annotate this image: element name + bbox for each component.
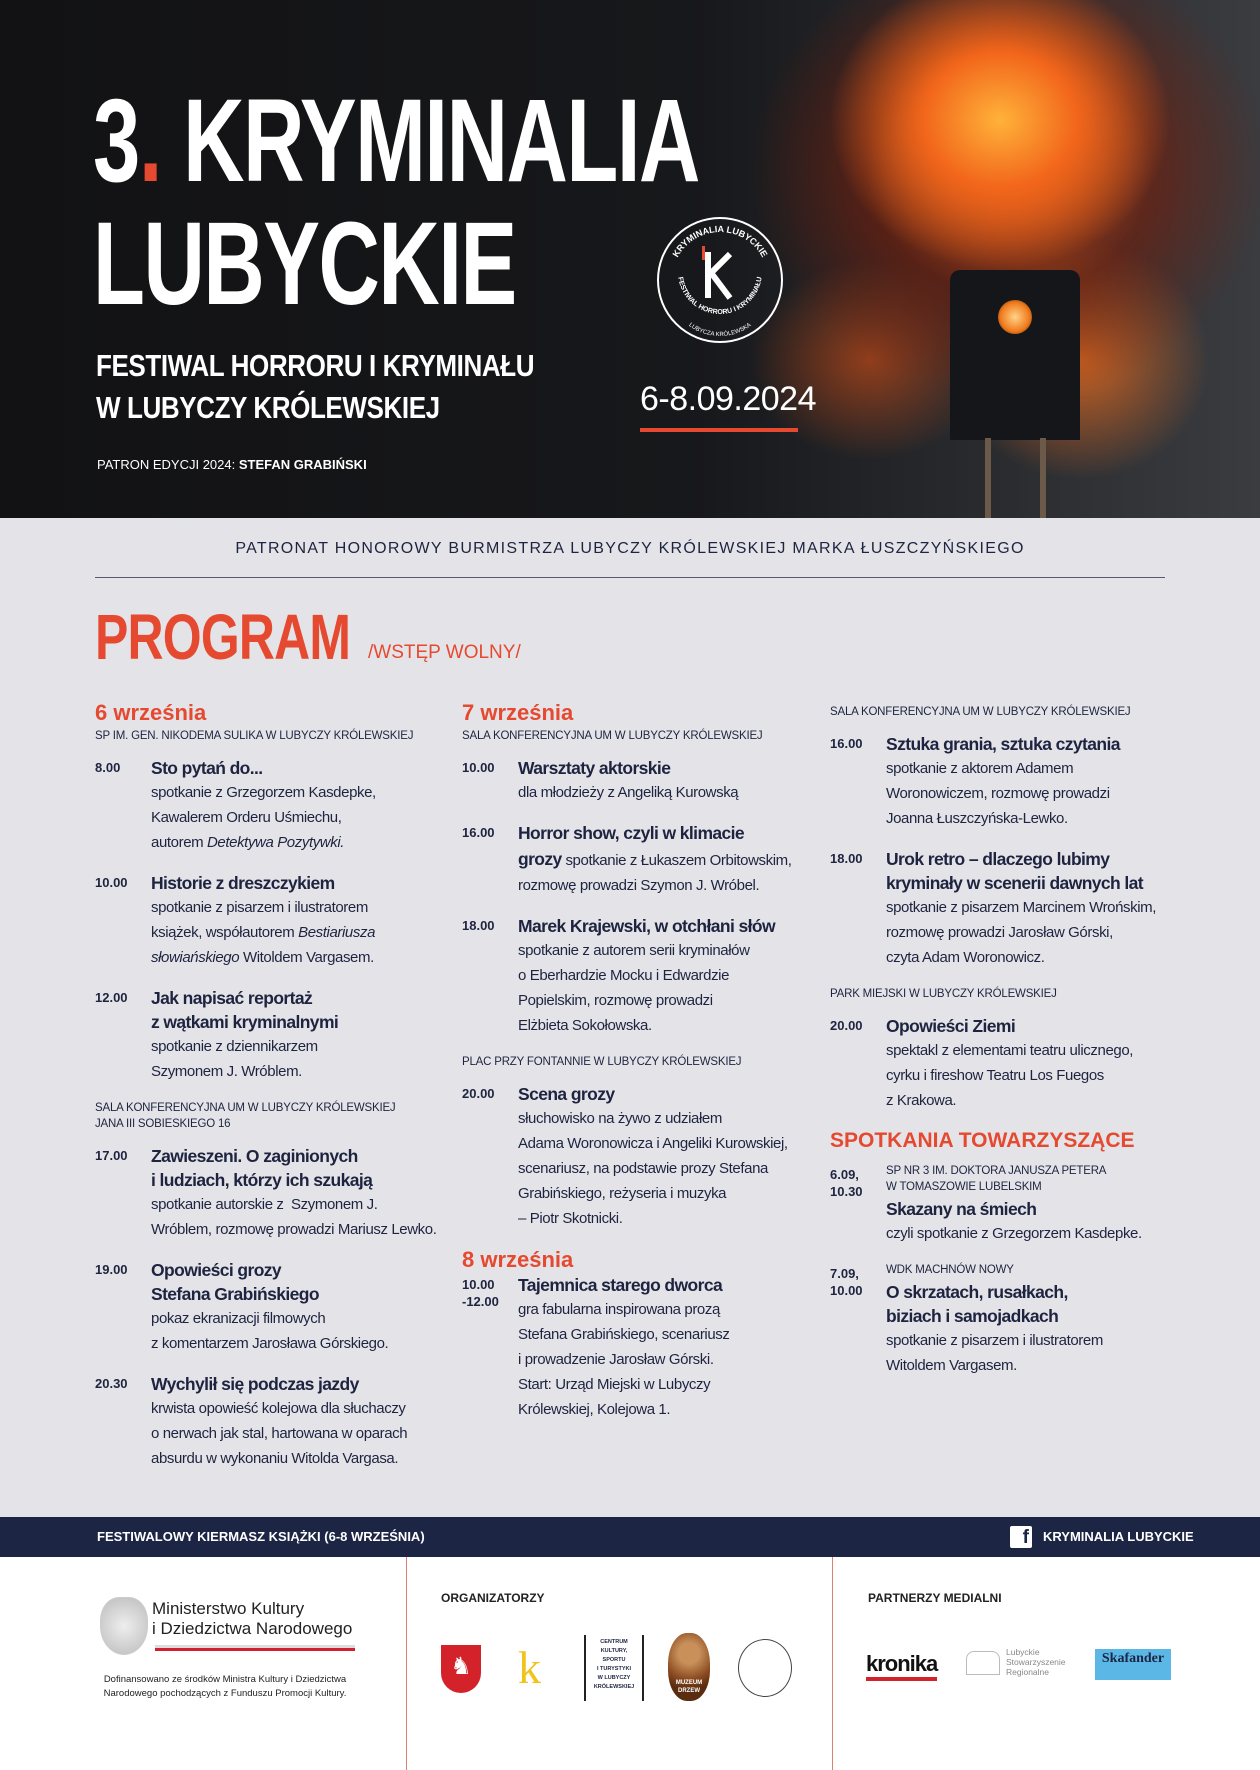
event-description: spotkanie autorskie z Szymonem J. Wróblem, rozmowę prowadzi Mariusz Lewko. <box>151 1196 437 1238</box>
program-event <box>830 847 1175 970</box>
library-logo <box>738 1639 792 1697</box>
honorary-patronage: PATRONAT HONOROWY BURMISTRZA LUBYCZY KRÓLEWSKIEJ MARKA ŁUSZCZYŃSKIEGO <box>235 540 1025 557</box>
title-dot: . <box>138 75 161 207</box>
event-description: dla młodzieży z Angeliką Kurowską <box>518 784 739 801</box>
locomotive-illustration <box>950 270 1080 440</box>
program-event <box>95 871 440 970</box>
ministry-logo-text: Ministerstwo Kultury i Dziedzictwa Narodowego <box>152 1599 353 1638</box>
rail <box>985 438 991 518</box>
venue-label: SALA KONFERENCYJNA UM W LUBYCZY KRÓLEWSKIEJ <box>462 730 763 742</box>
hero-banner <box>0 0 1260 518</box>
patron-line <box>97 457 367 472</box>
ck-logo: CENTRUM KULTURY, SPORTU I TURYSTYKI W LUBYCZY KRÓLEWSKIEJ <box>584 1635 644 1701</box>
event-details <box>886 732 1175 831</box>
program-event <box>830 1262 1175 1378</box>
event-title: Zawieszeni. O zaginionych i ludziach, którzy ich szukają <box>151 1146 373 1190</box>
ministry-flag-stripe <box>155 1645 355 1651</box>
book-fair-note: FESTIWALOWY KIERMASZ KSIĄŻKI (6-8 WRZEŚNIA) <box>97 1529 425 1544</box>
program-column-day1 <box>95 700 440 1487</box>
lubycza-coat-of-arms-logo: ♞ <box>441 1645 481 1693</box>
event-details <box>151 1144 440 1242</box>
organizers-label: ORGANIZATORZY <box>441 1591 545 1605</box>
divider <box>95 577 1165 578</box>
event-description: czyli spotkanie z Grzegorzem Kasdepke. <box>886 1225 1142 1242</box>
event-time: 17.00 <box>95 1148 128 1163</box>
event-title: Sztuka grania, sztuka czytania <box>886 734 1120 754</box>
event-details <box>518 1082 807 1231</box>
event-time: 6.09, 10.30 <box>830 1167 863 1199</box>
event-venue: WDK MACHNÓW NOWY <box>886 1264 1014 1276</box>
event-time: 20.30 <box>95 1376 128 1391</box>
program-event <box>95 1144 440 1242</box>
facebook-link[interactable]: KRYMINALIA LUBYCKIE <box>1043 1529 1194 1544</box>
event-title: Skazany na śmiech <box>886 1199 1037 1219</box>
venue-label: SP IM. GEN. NIKODEMA SULIKA W LUBYCZY KRÓLEWSKIEJ <box>95 730 414 742</box>
k-logo: k <box>518 1642 541 1693</box>
event-details <box>518 821 807 898</box>
program-event <box>462 914 807 1038</box>
event-description: pokaz ekranizacji filmowych z komentarzem Jarosława Górskiego. <box>151 1310 389 1352</box>
building-icon <box>966 1651 1000 1675</box>
edition-number: 3 <box>93 75 139 207</box>
sponsors-section <box>0 1557 1260 1770</box>
event-description: spotkanie z autorem serii kryminałów o Eberhardzie Mocku i Edwardzie Popielskim, rozmowę prowadzi Elżbieta Sokołowska. <box>518 942 750 1034</box>
muzeum-drzew-logo: MUZEUM DRZEW <box>668 1633 710 1701</box>
event-time: 8.00 <box>95 760 121 775</box>
event-details <box>886 1163 1175 1246</box>
footer-bar <box>0 1517 1260 1557</box>
program-event <box>95 1258 440 1356</box>
venue-label: PLAC PRZY FONTANNIE W LUBYCZY KRÓLEWSKIEJ <box>462 1056 742 1068</box>
event-description: spotkanie z Łukaszem Orbitowskim, rozmowę prowadzi Szymon J. Wróbel. <box>518 852 792 894</box>
event-title: Horror show, czyli w klimacie grozy <box>518 823 745 869</box>
event-details <box>151 1372 440 1471</box>
patron-label: PATRON EDYCJI 2024: <box>97 457 239 472</box>
event-description: spotkanie z aktorem Adamem Woronowiczem, rozmowę prowadzi Joanna Łuszczyńska-Lewko. <box>886 760 1110 827</box>
skafander-logo: Skafander <box>1095 1649 1171 1680</box>
polish-eagle-emblem <box>100 1597 148 1655</box>
program-event <box>462 756 807 805</box>
event-title: Tajemnica starego dworca <box>518 1275 723 1295</box>
divider <box>832 1557 833 1770</box>
event-time: 18.00 <box>830 851 863 866</box>
event-time: 7.09, 10.00 <box>830 1266 863 1298</box>
event-title: Warsztaty aktorskie <box>518 758 671 778</box>
festival-dates: 6-8.09.2024 <box>640 380 816 418</box>
section-heading: SPOTKANIA TOWARZYSZĄCE <box>830 1129 1135 1152</box>
program-event <box>95 1372 440 1471</box>
event-description: Detektywa Pozytywki. <box>207 834 345 851</box>
lsr-logo-text: Lubyckie Stowarzyszenie Regionalne <box>1006 1647 1066 1677</box>
event-time: 18.00 <box>462 918 495 933</box>
festival-seal-logo <box>650 210 790 350</box>
venue-label: SALA KONFERENCYJNA UM W LUBYCZY KRÓLEWSKIEJ <box>830 706 1131 718</box>
divider <box>406 1557 407 1770</box>
event-title: Jak napisać reportaż z wątkami kryminalnymi <box>151 988 339 1032</box>
event-time: 20.00 <box>462 1086 495 1101</box>
program-event <box>462 1273 807 1422</box>
venue-label: PARK MIEJSKI W LUBYCZY KRÓLEWSKIEJ <box>830 988 1057 1000</box>
event-details <box>518 756 807 805</box>
free-entry-note: /WSTĘP WOLNY/ <box>368 642 521 663</box>
program-column-day2-side <box>830 702 1175 1394</box>
program-event <box>95 756 440 855</box>
svg-text:LUBYCZA KRÓLEWSKA <box>687 322 752 338</box>
festival-title-line2: LUBYCKIE <box>93 198 516 330</box>
event-title: Opowieści grozy Stefana Grabińskiego <box>151 1260 319 1304</box>
day-heading: 6 września <box>95 700 207 725</box>
event-details <box>886 1014 1175 1113</box>
event-time: 10.00 <box>462 760 495 775</box>
program-event <box>830 732 1175 831</box>
program-event <box>830 1163 1175 1246</box>
title-word: KRYMINALIA <box>183 75 699 207</box>
event-time: 16.00 <box>462 825 495 840</box>
event-time: 16.00 <box>830 736 863 751</box>
program-heading: PROGRAM <box>95 601 351 673</box>
facebook-icon[interactable]: f <box>1010 1526 1032 1548</box>
event-description: spektakl z elementami teatru ulicznego, cyrku i fireshow Teatru Los Fuegos z Krakowa. <box>886 1042 1134 1109</box>
festival-subtitle: FESTIWAL HORRORU I KRYMINAŁU W LUBYCZY KRÓLEWSKIEJ <box>96 348 535 425</box>
headlight <box>998 300 1032 334</box>
patron-name: STEFAN GRABIŃSKI <box>238 457 367 472</box>
media-partners-label: PARTNERZY MEDIALNI <box>868 1591 1002 1605</box>
funding-note: Dofinansowano ze środków Ministra Kultury i Dziedzictwa Narodowego pochodzących z Funduszu Promocji Kultury. <box>103 1674 347 1699</box>
lsr-logo <box>966 1647 1066 1677</box>
event-description: słuchowisko na żywo z udziałem Adama Woronowicza i Angeliki Kurowskiej, scenariusz, na podstawie prozy Stefana Grabińskiego, reżyseria i muzyka – Piotr Skotnicki. <box>518 1110 788 1227</box>
event-time: 12.00 <box>95 990 128 1005</box>
program-event <box>462 1082 807 1231</box>
event-title: Sto pytań do... <box>151 758 263 778</box>
event-title: Opowieści Ziemi <box>886 1016 1016 1036</box>
event-description: Witoldem Vargasem. <box>239 949 374 966</box>
program-event <box>462 821 807 898</box>
event-description: spotkanie z pisarzem Marcinem Wrońskim, rozmowę prowadzi Jarosław Górski, czyta Adam Woronowicz. <box>886 899 1157 966</box>
event-title: Historie z dreszczykiem <box>151 873 335 893</box>
seal-text-top: KRYMINALIA LUBYCKIE <box>670 223 770 259</box>
event-details <box>518 914 807 1038</box>
event-description: Bestiariusza słowiańskiego <box>151 924 376 966</box>
event-details <box>151 871 440 970</box>
venue-label: SALA KONFERENCYJNA UM W LUBYCZY KRÓLEWSKIEJ JANA III SOBIESKIEGO 16 <box>95 1102 396 1130</box>
event-title: Scena grozy <box>518 1084 615 1104</box>
event-details <box>151 1258 440 1356</box>
kronika-logo: kronika <box>866 1651 937 1681</box>
event-description: gra fabularna inspirowana prozą Stefana Grabińskiego, scenariusz i prowadzenie Jarosław Górski. Start: Urząd Miejski w Lubyczy Królewskiej, Kolejowa 1. <box>518 1301 730 1418</box>
event-details <box>151 756 440 855</box>
seal-text-bottom: LUBYCZA KRÓLEWSKA <box>687 322 753 339</box>
event-description: spotkanie z dziennikarzem Szymonem J. Wróblem. <box>151 1038 318 1080</box>
event-details <box>151 986 440 1084</box>
event-title: Wychylił się podczas jazdy <box>151 1374 359 1394</box>
event-venue: SP NR 3 IM. DOKTORA JANUSZA PETERA W TOMASZOWIE LUBELSKIM <box>886 1165 1107 1193</box>
event-time: 10.00 -12.00 <box>462 1277 499 1309</box>
event-description: spotkanie z pisarzem i ilustratorem książek, współautorem <box>151 899 368 941</box>
rail <box>1040 438 1046 518</box>
event-time: 20.00 <box>830 1018 863 1033</box>
event-details <box>886 1262 1175 1378</box>
program-column-day2-3 <box>462 700 807 1438</box>
event-time: 10.00 <box>95 875 128 890</box>
event-title: Marek Krajewski, w otchłani słów <box>518 916 776 936</box>
event-title: O skrzatach, rusałkach, biziach i samojadkach <box>886 1282 1068 1326</box>
festival-title-line1 <box>93 75 699 207</box>
day-heading: 7 września <box>462 700 574 725</box>
event-details <box>886 847 1175 970</box>
event-description: krwista opowieść kolejowa dla słuchaczy o nerwach jak stal, hartowana w oparach absurdu w wykonaniu Witolda Vargasa. <box>151 1400 408 1467</box>
event-details <box>518 1273 807 1422</box>
event-title: Urok retro – dlaczego lubimy kryminały w scenerii dawnych lat <box>886 849 1144 893</box>
date-underline <box>640 428 798 432</box>
day-heading: 8 września <box>462 1247 574 1272</box>
program-event <box>95 986 440 1084</box>
event-time: 19.00 <box>95 1262 128 1277</box>
seal-text-mid: FESTIWAL HORRORU I KRYMINAŁU <box>676 276 764 317</box>
program-event <box>830 1014 1175 1113</box>
event-description: spotkanie z pisarzem i ilustratorem Witoldem Vargasem. <box>886 1332 1103 1374</box>
event-description: spotkanie z Grzegorzem Kasdepke, Kawalerem Orderu Uśmiechu, autorem <box>151 784 376 851</box>
